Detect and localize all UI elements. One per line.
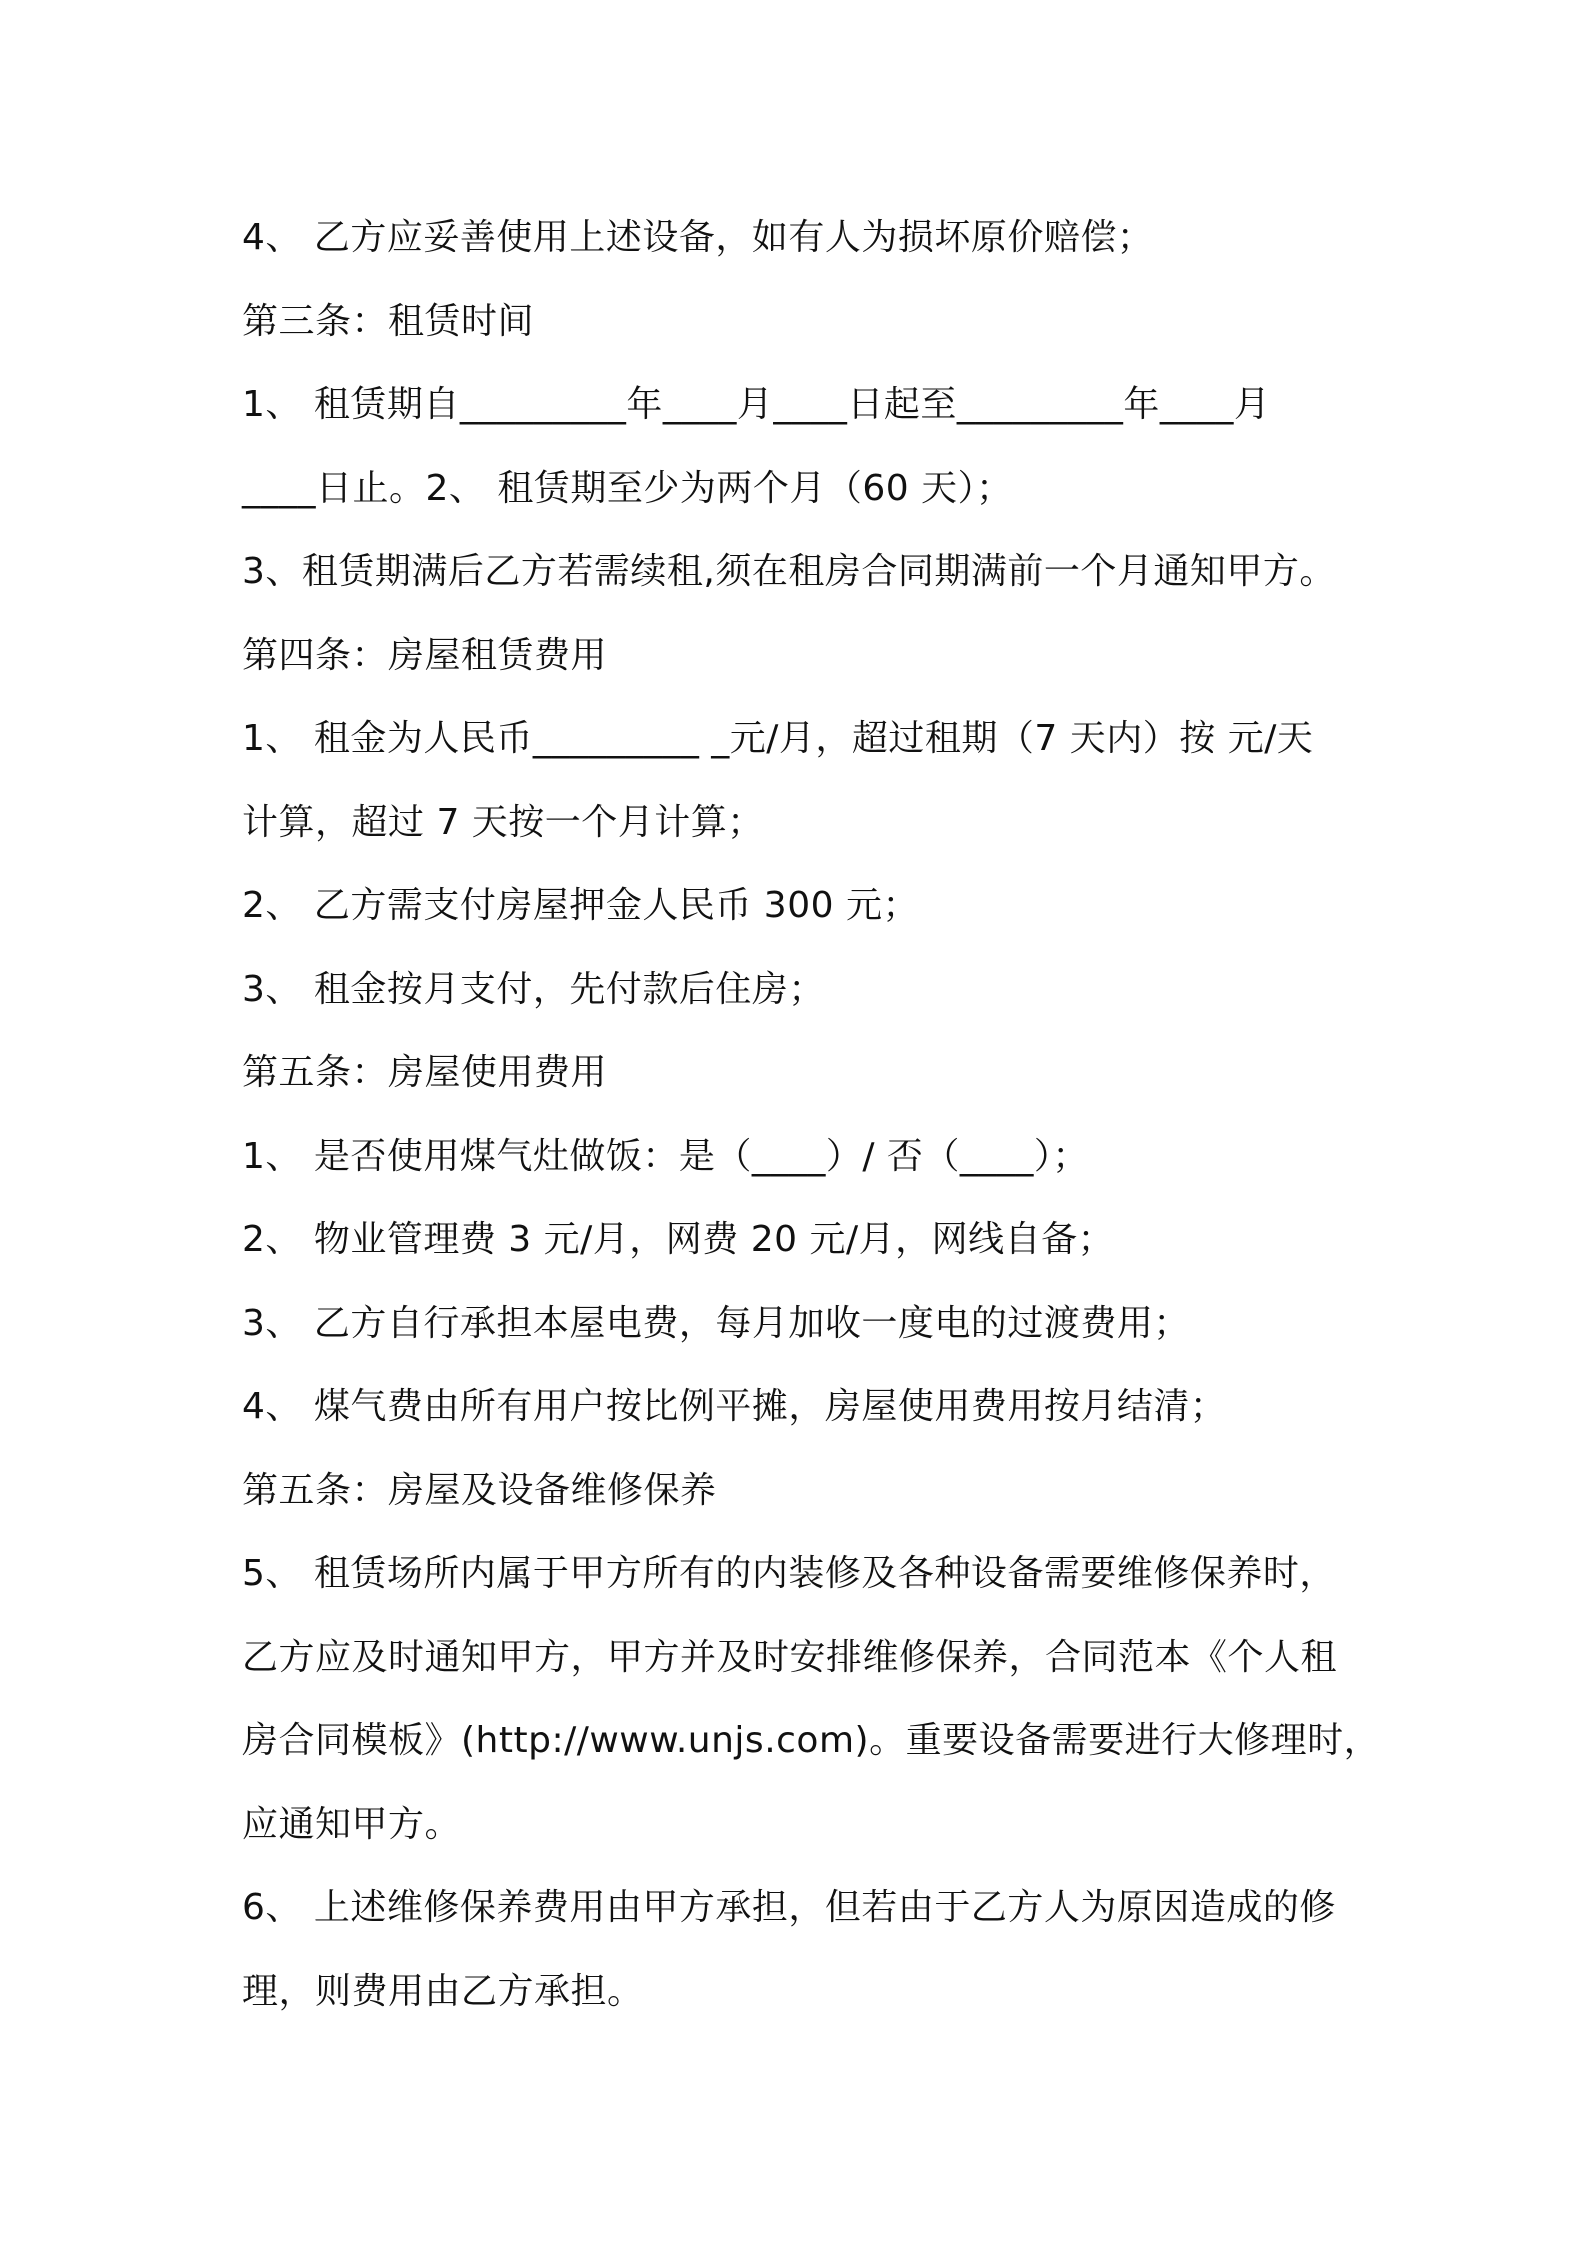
section-heading-article-5-usage: 第五条：房屋使用费用: [242, 1052, 608, 1093]
clause-item-1-rent-continued: 计算，超过 7 天按一个月计算；: [242, 801, 764, 843]
clause-item-3-payment: 3、 租金按月支付，先付款后住房；: [242, 968, 825, 1010]
clause-item-5-maintenance: 5、 租赁场所内属于甲方所有的内装修及各种设备需要维修保养时，: [242, 1553, 1336, 1594]
clause-item-3-renewal: 3、租赁期满后乙方若需续租,须在租房合同期满前一个月通知甲方。: [242, 551, 1336, 592]
clause-item-1-lease-period: 1、 租赁期自_________年____月____日起至_________年____月: [242, 384, 1271, 425]
clause-item-1-rent: 1、 租金为人民币_________ _元/月，超过租期（7 天内）按 元/天: [242, 718, 1314, 759]
section-heading-article-4: 第四条：房屋租赁费用: [242, 634, 608, 676]
clause-item-6-repair-cost: 6、 上述维修保养费用由甲方承担，但若由于乙方人为原因造成的修: [242, 1887, 1336, 1928]
clause-item-5-maintenance-continued-1: 乙方应及时通知甲方，甲方并及时安排维修保养，合同范本《个人租: [242, 1636, 1338, 1678]
clause-item-2-minimum-term: ____日止。2、 租赁期至少为两个月（60 天）；: [242, 467, 1013, 509]
clause-item-5-maintenance-continued-3: 应通知甲方。: [242, 1803, 462, 1845]
clause-item-1-gas-stove: 1、 是否使用煤气灶做饭：是（____）/ 否（____）；: [242, 1135, 1089, 1177]
clause-item-4-equipment: 4、 乙方应妥善使用上述设备，如有人为损坏原价赔偿；: [242, 217, 1154, 258]
clause-item-5-maintenance-continued-2: 房合同模板》(http://www.unjs.com)。重要设备需要进行大修理时，: [242, 1720, 1381, 1761]
section-heading-article-5-maintenance: 第五条：房屋及设备维修保养: [242, 1469, 717, 1511]
clause-item-4-gas-fee: 4、 煤气费由所有用户按比例平摊，房屋使用费用按月结清；: [242, 1386, 1227, 1427]
clause-item-2-property-fee: 2、 物业管理费 3 元/月，网费 20 元/月，网线自备；: [242, 1219, 1115, 1260]
clause-item-3-electricity: 3、 乙方自行承担本屋电费，每月加收一度电的过渡费用；: [242, 1302, 1190, 1344]
section-heading-article-3: 第三条：租赁时间: [242, 300, 535, 342]
clause-item-2-deposit: 2、 乙方需支付房屋押金人民币 300 元；: [242, 885, 919, 926]
clause-item-6-repair-cost-continued: 理，则费用由乙方承担。: [242, 1970, 644, 2012]
document-body: [242, 196, 1381, 2033]
